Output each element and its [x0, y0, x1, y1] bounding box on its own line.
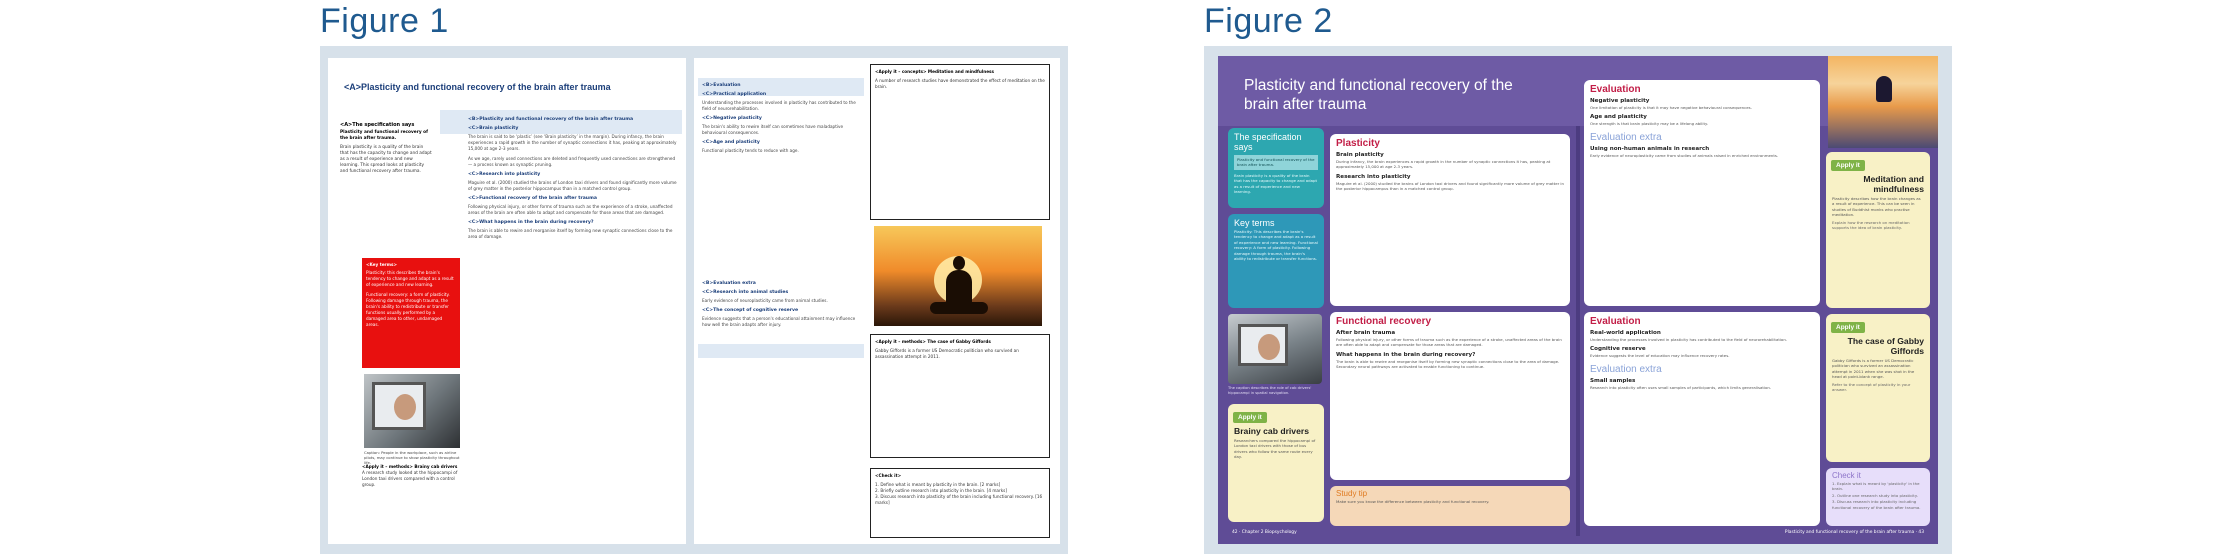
- section-b1-p3: Maguire et al. (2000) studied the brains of London taxi drivers and found significantly more volume of grey matter in the posterior hippocampus than in a matched control group.: [468, 180, 677, 191]
- footer-right-page: Plasticity and functional recovery of the brain after trauma · 43: [1784, 530, 1924, 535]
- functional-sub2: What happens in the brain during recovery?: [1336, 351, 1476, 358]
- key-terms-box: [362, 258, 460, 368]
- check-it-q3: 3. Discuss research into plasticity including functional recovery of the brain after trauma.: [1832, 499, 1921, 510]
- apply-it-concepts-box: [870, 64, 1050, 220]
- meditation-photo: [874, 226, 1042, 326]
- study-tip-box: [1330, 486, 1570, 526]
- gabby-question: Refer to the concept of plasticity in your answer.: [1832, 381, 1911, 393]
- section-b2-heading: <B>Evaluation: [702, 83, 741, 88]
- sunset-photo: [1828, 56, 1938, 148]
- spec-intro: Brain plasticity is a quality of the brain that has the capacity to change and adapt as a result of experience and new learning. This spread looks at plasticity and functional recovery after trauma.: [340, 145, 432, 174]
- evaluation1-title: Evaluation: [1590, 84, 1641, 95]
- section-b2-p1: Understanding the processes involved in plasticity has contributed to the field of neurorehabilitation.: [702, 100, 856, 111]
- meditation-text: Plasticity describes how the brain changes as a result of experience. This can be seen in studies of Buddhist monks who practise meditation.: [1832, 196, 1921, 218]
- plasticity-sub2: Research into plasticity: [1336, 173, 1411, 180]
- apply-it-text: A research study looked at the hippocampi of London taxi drivers compared with a control group.: [362, 470, 458, 487]
- manuscript-body-column-2: [702, 80, 862, 540]
- check-it-q2: 2. Briefly outline research into plasticity in the brain. [4 marks]: [875, 488, 1007, 493]
- spec-line-1: Plasticity and functional recovery of: [340, 130, 428, 135]
- evaluation2-sub2: Cognitive reserve: [1590, 346, 1646, 353]
- section-b1-heading: <B>Plasticity and functional recovery of the brain after trauma: [468, 117, 634, 122]
- section-b1-sub3: <C>Functional recovery of the brain after trauma: [468, 196, 597, 201]
- apply-it-cab-drivers: [1228, 404, 1324, 522]
- check-it-title: Check it: [1832, 471, 1861, 480]
- apply-it-cab-drivers: [362, 464, 460, 488]
- evaluation1-sub1: Negative plasticity: [1590, 98, 1650, 104]
- plasticity-panel: [1330, 134, 1570, 306]
- section-b1-p5: The brain is able to rewire and reorganise itself by forming new synaptic connections close to the area of damage.: [468, 228, 673, 239]
- check-it-box: [870, 468, 1050, 538]
- meditator-body: [946, 270, 972, 306]
- spec-line-2: the brain after trauma.: [340, 136, 397, 141]
- gabby-text: Gabby Giffords is a former US Democratic politician who survived an assassination attempt in 2011.: [875, 348, 1019, 359]
- evaluation1-p1: One limitation of plasticity is that it may have negative behavioural consequences.: [1590, 105, 1752, 110]
- check-it-q1: 1. Explain what is meant by 'plasticity' in the brain.: [1832, 481, 1920, 492]
- functional-recovery-panel: [1330, 312, 1570, 480]
- figure-2-frame: [1204, 46, 1952, 554]
- evaluation-extra-heading: <B>Evaluation extra: [702, 281, 756, 286]
- section-b2-sub4: <C>Research into animal studies: [702, 290, 789, 295]
- section-b1-p1: The brain is said to be ‘plastic’ (see ‘Brain plasticity’ in the margin). During infancy, the brain experiences a rapid growth in the number of synaptic connections it has, peaking at approximately 15,000 at age 2-3 years.: [468, 134, 677, 151]
- driver-figure: [1258, 334, 1280, 360]
- evaluation1-p3: Early evidence of neuroplasticity came from studies of animals raised in enriched environments.: [1590, 152, 1779, 158]
- manuscript-left-page: [328, 58, 686, 544]
- manuscript-right-page: [694, 58, 1060, 544]
- gabby-giffords-box: [870, 334, 1050, 458]
- section-b2-p4: Early evidence of neuroplasticity came from animal studies.: [702, 298, 828, 303]
- section-b1-sub1: <C>Brain plasticity: [468, 126, 519, 131]
- driver-figure: [394, 394, 416, 420]
- evaluation-panel-2: [1584, 312, 1820, 526]
- functional-sub1: After brain trauma: [1336, 330, 1396, 336]
- apply-it-tab: Apply it: [1233, 412, 1267, 423]
- apply-it-meditation: [1826, 152, 1930, 308]
- manuscript-heading: <A>Plasticity and functional recovery of the brain after trauma: [344, 82, 611, 92]
- textbook-spread: [1218, 56, 1938, 544]
- section-b2-p3: Functional plasticity tends to reduce with age.: [702, 148, 799, 153]
- plasticity-sub1: Brain plasticity: [1336, 152, 1384, 158]
- key-terms-title: Key terms: [1234, 218, 1275, 228]
- section-b1-sub2: <C>Research into plasticity: [468, 172, 541, 177]
- evaluation-panel-1: [1584, 80, 1820, 306]
- figure-2-title: Figure 2: [1204, 2, 1333, 40]
- evaluation2-extra: Evaluation extra: [1590, 363, 1662, 375]
- key-term-functional-recovery: Functional recovery: a form of plasticity. Following damage through trauma, the brain's ability to redistribute or transfer functions usually performed by a damaged area to other, undamaged areas.: [366, 292, 450, 327]
- figure-1-frame: [320, 46, 1068, 554]
- book-spine: [1576, 126, 1580, 536]
- apply-it-heading: <Apply it – methods> Brainy cab drivers: [362, 464, 458, 469]
- meditation-question: Explain how the research on meditation supports the idea of brain plasticity.: [1832, 219, 1910, 231]
- plasticity-title: Plasticity: [1336, 138, 1380, 149]
- gabby-text: Gabby Giffords is a former US Democratic politician who survived an assassination attempt in 2011 when she was shot in the head at point-blank range.: [1832, 358, 1915, 380]
- spec-text: Brain plasticity is a quality of the brain that has the capacity to change and adapt as a result of experience and new learning.: [1234, 172, 1318, 195]
- section-b2-p5: Evidence suggests that a person's educational attainment may influence how well the brain adapts after injury.: [702, 316, 856, 327]
- evaluation1-extra: Evaluation extra: [1590, 131, 1662, 143]
- functional-p1: Following physical injury, or other forms of trauma such as the experience of a stroke, unaffected areas of the brain are often able to adapt and compensate for those areas that are damaged.: [1336, 337, 1562, 348]
- evaluation1-sub2: Age and plasticity: [1590, 114, 1647, 121]
- meditator-legs: [930, 302, 988, 314]
- section-b2-sub2: <C>Negative plasticity: [702, 116, 762, 121]
- study-tip-text: Make sure you know the difference between plasticity and functional recovery.: [1336, 499, 1490, 504]
- key-terms-text: Plasticity: This describes the brain's tendency to change and adapt as a result of experience and new learning. Functional recovery: A form of plasticity. Following damage through trauma, the brain's ability to redistribute or transfer functions.: [1234, 229, 1318, 262]
- meditator-silhouette: [1876, 76, 1892, 102]
- study-tip-title: Study tip: [1336, 489, 1368, 498]
- spec-inner: Plasticity and functional recovery of the brain after trauma.: [1234, 155, 1318, 170]
- apply-it-concepts-heading: <Apply it – concepts> Meditation and mindfulness: [875, 69, 995, 74]
- evaluation1-sub3: Using non-human animals in research: [1590, 145, 1710, 152]
- section-b2-sub5: <C>The concept of cognitive reserve: [702, 308, 799, 313]
- gabby-heading: <Apply it – methods> The case of Gabby Giffords: [875, 339, 991, 344]
- spec-box: [1228, 128, 1324, 208]
- key-term-plasticity: Plasticity: this describes the brain's tendency to change and adapt as a result of experience and new learning.: [366, 270, 454, 287]
- taxi-driver-photo: [1228, 314, 1322, 384]
- section-b2-sub3: <C>Age and plasticity: [702, 140, 760, 145]
- evaluation2-sub3: Small samples: [1590, 377, 1636, 384]
- section-b2-sub1: <C>Practical application: [702, 92, 767, 97]
- check-it-q1: 1. Define what is meant by plasticity in the brain. [2 marks]: [875, 482, 1001, 487]
- apply-it-tab: Apply it: [1831, 322, 1865, 333]
- meditator-head: [953, 256, 965, 270]
- key-terms-box: [1228, 214, 1324, 308]
- evaluation2-p1: Understanding the processes involved in plasticity has contributed to the field of neurorehabilitation.: [1590, 337, 1788, 342]
- check-it-box: [1826, 468, 1930, 526]
- meditation-title: Meditation and mindfulness: [1863, 174, 1924, 194]
- section-b1-p4: Following physical injury, or other forms of trauma such as the experience of a stroke, unaffected areas of the brain are often able to adapt and compensate for those areas that are damaged.: [468, 204, 673, 215]
- section-b1-p2: As we age, rarely used connections are deleted and frequently used connections are strengthened — a process known as synaptic pruning.: [468, 156, 676, 167]
- check-it-q2: 2. Outline one research study into plasticity.: [1832, 492, 1918, 498]
- section-b2-p2: The brain's ability to rewire itself can sometimes have maladaptive behavioural consequences.: [702, 124, 844, 135]
- plasticity-p1: During infancy, the brain experiences a rapid growth in the number of synaptic connections it has, peaking at approximately 15,000 at age 2-3 years.: [1336, 159, 1551, 170]
- taxi-driver-photo: [364, 374, 460, 448]
- spec-title: The specification says: [1234, 132, 1302, 152]
- key-terms-heading: <Key terms>: [366, 262, 397, 267]
- footer-left-page: 42 · Chapter 2 Biopsychology: [1232, 530, 1297, 535]
- evaluation1-p2: One strength is that brain plasticity may be a lifelong ability.: [1590, 121, 1708, 127]
- apply-it-concepts-text: A number of research studies have demonstrated the effect of meditation on the brain.: [875, 78, 1045, 89]
- evaluation2-p2: Evidence suggests the level of education may influence recovery rates.: [1590, 353, 1730, 359]
- cab-title: Brainy cab drivers: [1234, 426, 1309, 436]
- spec-title: <A>The specification says: [340, 122, 415, 128]
- evaluation2-p3: Research into plasticity often uses small samples of participants, which limits generalisation.: [1590, 384, 1772, 390]
- evaluation2-title: Evaluation: [1590, 316, 1641, 327]
- functional-p2: The brain is able to rewire and reorganise itself by forming new synaptic connections close to the area of damage. Secondary neural pathways are activated to enable functioning to continue.: [1336, 358, 1560, 370]
- check-it-q3: 3. Discuss research into plasticity of the brain including functional recovery. [16 marks]: [875, 494, 1043, 505]
- figure-1-title: Figure 1: [320, 2, 449, 40]
- photo-caption: The caption describes the role of cab drivers' hippocampi in spatial navigation.: [1228, 386, 1312, 395]
- section-b1-sub4: <C>What happens in the brain during recovery?: [468, 220, 594, 225]
- spec-sidebar: [340, 122, 432, 175]
- apply-it-tab: Apply it: [1831, 160, 1865, 171]
- spread-title: Plasticity and functional recovery of the brain after trauma: [1244, 77, 1513, 113]
- cab-text: Researchers compared the hippocampi of London taxi drivers with those of bus drivers who follow the same route every day.: [1234, 438, 1316, 460]
- check-it-heading: <Check it>: [875, 473, 902, 478]
- apply-it-gabby-giffords: [1826, 314, 1930, 462]
- functional-title: Functional recovery: [1336, 316, 1432, 327]
- manuscript-body-column-1: [468, 114, 678, 540]
- plasticity-p2: Maguire et al. (2000) studied the brains of London taxi drivers and found significantly more volume of grey matter in the posterior hippocampus than in a matched control group.: [1336, 180, 1564, 192]
- photo-caption: Caption: People in the workplace, such as airline pilots, may continue to show plasticity throughout life.: [364, 450, 460, 465]
- evaluation2-sub1: Real-world application: [1590, 330, 1661, 336]
- gabby-title: The case of Gabby Giffords: [1847, 336, 1924, 356]
